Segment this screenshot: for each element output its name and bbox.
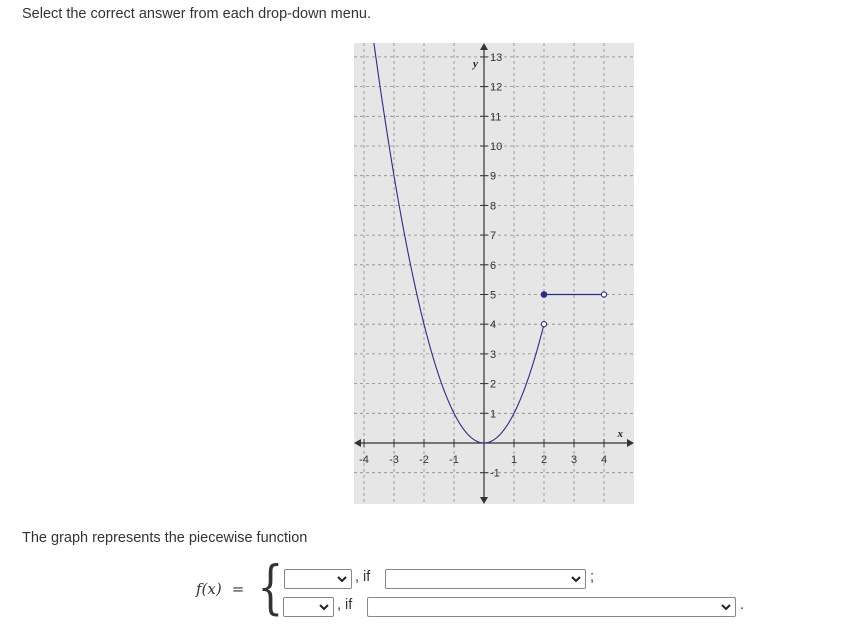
equals-sign: =	[231, 580, 245, 598]
piece1-expression-dropdown[interactable]	[284, 569, 352, 589]
chevron-down-icon	[336, 572, 348, 586]
y-tick-label: 6	[490, 259, 497, 272]
function-label	[196, 580, 244, 598]
graph-canvas	[354, 43, 634, 504]
y-tick-label: 13	[490, 51, 503, 64]
y-tick-label: 3	[490, 348, 497, 361]
piece2-if-label: , if	[337, 597, 353, 613]
function-graph	[354, 43, 634, 504]
y-tick-label: 8	[490, 200, 497, 213]
y-tick-label: 7	[490, 230, 497, 243]
y-tick-label: 11	[490, 111, 502, 124]
piece1-if-label: , if	[355, 569, 371, 585]
y-tick-label: 10	[490, 141, 503, 153]
x-tick-label: -3	[389, 454, 399, 466]
piece1-domain-dropdown[interactable]	[385, 569, 586, 589]
x-tick-label: 1	[510, 454, 518, 466]
chevron-down-icon	[570, 572, 582, 586]
chevron-down-icon	[720, 600, 732, 614]
x-tick-label: 2	[540, 454, 548, 466]
function-name: f(x)	[196, 580, 222, 598]
open-point-2-4	[541, 322, 546, 327]
piece1-terminator: ;	[590, 569, 595, 585]
x-tick-label: -1	[449, 454, 459, 466]
x-tick-label: 4	[600, 454, 608, 466]
y-tick-label: 12	[490, 81, 503, 94]
chevron-down-icon	[318, 600, 330, 614]
y-axis-label: y	[473, 58, 478, 70]
prompt-text: The graph represents the piecewise function	[22, 530, 308, 546]
y-tick-label: 4	[490, 319, 497, 332]
y-tick-label: 2	[490, 378, 497, 391]
piece2-expression-dropdown[interactable]	[283, 597, 334, 617]
closed-point-2-5	[541, 292, 547, 298]
piecewise-brace-icon: {	[257, 553, 284, 621]
x-tick-label: -4	[359, 454, 369, 466]
y-tick-label: 9	[490, 170, 497, 183]
x-axis-label: x	[617, 428, 623, 440]
piece2-terminator: .	[740, 597, 745, 613]
y-tick-label: 5	[490, 289, 497, 302]
x-tick-label: -2	[419, 454, 429, 466]
y-tick-label: 1	[490, 408, 497, 421]
y-tick-label: -1	[490, 467, 500, 480]
x-tick-label: 3	[570, 454, 578, 466]
open-point-4-5	[601, 292, 606, 297]
instruction-text: Select the correct answer from each drop-down menu.	[22, 6, 371, 22]
piece2-domain-dropdown[interactable]	[367, 597, 736, 617]
